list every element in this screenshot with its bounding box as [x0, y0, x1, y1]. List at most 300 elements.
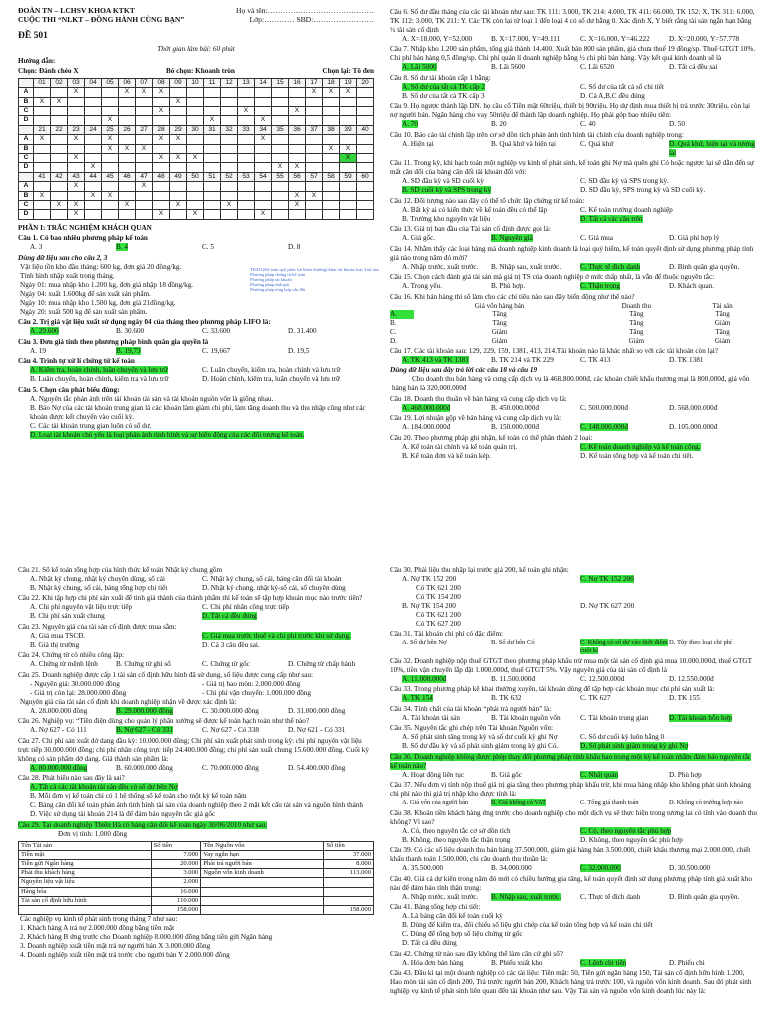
grid-cell[interactable]: X	[170, 97, 187, 106]
grid-cell[interactable]	[357, 210, 374, 219]
grid-cell[interactable]	[272, 135, 289, 144]
grid-cell[interactable]	[306, 182, 323, 191]
grid-cell[interactable]	[272, 210, 289, 219]
option[interactable]: D. Tất cả đều đúng	[402, 939, 457, 948]
grid-cell[interactable]: X	[340, 153, 357, 162]
grid-cell[interactable]: X	[153, 107, 170, 116]
option[interactable]: D. Phù hợp	[669, 770, 702, 779]
grid-cell[interactable]	[51, 144, 68, 153]
grid-cell[interactable]: X	[272, 163, 289, 172]
grid-cell[interactable]	[221, 182, 238, 191]
grid-cell[interactable]	[102, 210, 119, 219]
grid-cell[interactable]	[306, 200, 323, 209]
option[interactable]: D. Tất cả các câu trên	[580, 214, 643, 223]
grid-cell[interactable]	[357, 182, 374, 191]
option[interactable]: D. 31.000.000 đồng	[288, 706, 346, 715]
option[interactable]: B. Lãi 5600	[491, 63, 526, 71]
grid-cell[interactable]	[204, 210, 221, 219]
grid-cell[interactable]	[255, 88, 272, 97]
grid-cell[interactable]	[221, 210, 238, 219]
option[interactable]: D. 105.000.000đ	[669, 423, 718, 432]
grid-cell[interactable]	[68, 97, 85, 106]
grid-cell[interactable]	[68, 163, 85, 172]
option[interactable]: A. Hóa đơn bán hàng	[402, 958, 464, 967]
grid-cell[interactable]	[272, 191, 289, 200]
option[interactable]: C. Giá mua trước thuế và chi phí trước khi sử dụng.	[202, 631, 351, 640]
option[interactable]: C. Nợ 627 - Có 338	[202, 726, 259, 734]
option[interactable]: C. Luân chuyển, kiểm tra, hoàn chỉnh và lưu trữ	[202, 366, 341, 375]
grid-cell[interactable]	[34, 144, 51, 153]
option[interactable]: D. Quá khứ, hiện tại và tương lai	[669, 139, 755, 157]
option[interactable]: B. Bảo Nợ của các tài khoản trung gian là các khoản làm giảm chi phí, làm tăng doanh thu và thu nhập cũng như các khoản được kết chuyển vào cuối kỳ.	[30, 403, 366, 421]
option[interactable]: C. Kế toán doanh nghiệp và kế toán công.	[580, 442, 701, 451]
grid-cell[interactable]	[153, 191, 170, 200]
grid-cell[interactable]	[306, 144, 323, 153]
option[interactable]: C. TK 413	[580, 355, 611, 364]
option[interactable]: D. Bình quân gia quyền.	[669, 262, 740, 271]
grid-cell[interactable]: X	[289, 200, 306, 209]
option[interactable]: C. Quá khứ	[580, 139, 614, 148]
option[interactable]: A. Hiện tại	[402, 139, 434, 148]
grid-cell[interactable]	[340, 200, 357, 209]
option[interactable]: C. Dùng để tổng hợp số liệu chứng từ gốc	[402, 930, 523, 939]
grid-cell[interactable]	[255, 191, 272, 200]
option[interactable]: D. 568.000.000đ	[669, 403, 718, 412]
grid-cell[interactable]	[357, 97, 374, 106]
option[interactable]: A. Nguyên tắc phản ánh trên tài khoản tài sản và tài khoản nguồn vốn là giống nhau.	[30, 394, 274, 403]
grid-cell[interactable]	[289, 182, 306, 191]
grid-cell[interactable]	[34, 163, 51, 172]
option[interactable]: B. Số dư bên Có	[491, 639, 535, 646]
grid-cell[interactable]: X	[34, 135, 51, 144]
grid-cell[interactable]	[238, 153, 255, 162]
grid-cell[interactable]	[255, 97, 272, 106]
option[interactable]: C. Lãi 6520	[580, 63, 615, 71]
option[interactable]: C. Nhật ký chung, sổ cái, bảng cân đối tài khoản	[202, 574, 342, 583]
grid-cell[interactable]	[221, 97, 238, 106]
option[interactable]: C. Số dư cuối kỳ luôn bằng 0	[580, 733, 665, 742]
option[interactable]: D. Tùy theo loại chi phí	[669, 639, 732, 646]
grid-cell[interactable]	[102, 88, 119, 97]
option[interactable]: A. Nhập trước, xuất trước.	[402, 892, 479, 901]
option[interactable]: D. Việc sử dụng tài khoản 214 là để đảm bảo nguyên tắc giá gốc	[30, 810, 216, 818]
grid-cell[interactable]	[255, 153, 272, 162]
grid-cell[interactable]	[136, 153, 153, 162]
option[interactable]: A. Tài khoản tài sản	[402, 713, 460, 722]
option[interactable]: A. Tất cả các tài khoản tài sản đều có số dư bên Nợ	[30, 783, 178, 791]
grid-cell[interactable]: X	[102, 144, 119, 153]
grid-cell[interactable]	[51, 88, 68, 97]
grid-cell[interactable]	[323, 191, 340, 200]
option[interactable]: B. Chi phí sản xuất chung	[30, 612, 105, 620]
grid-cell[interactable]	[306, 163, 323, 172]
option[interactable]: D. 12.550.000đ	[669, 674, 714, 683]
grid-cell[interactable]: X	[187, 210, 204, 219]
option[interactable]: A. Kiểm tra, hoàn chỉnh, luân chuyển và lưu trữ	[30, 366, 168, 375]
option[interactable]: D. Nợ 621 - Có 331	[288, 726, 346, 734]
grid-cell[interactable]	[289, 153, 306, 162]
grid-cell[interactable]	[187, 107, 204, 116]
grid-cell[interactable]	[323, 97, 340, 106]
option[interactable]: C. X=16.000, Y=46.222	[580, 34, 650, 43]
grid-cell[interactable]	[85, 135, 102, 144]
option[interactable]: A. Chứng từ mệnh lệnh	[30, 660, 98, 668]
option[interactable]: C. 12.500.000đ	[580, 674, 625, 683]
grid-cell[interactable]: X	[85, 191, 102, 200]
option[interactable]: A. 3	[30, 243, 43, 252]
grid-cell[interactable]: X	[323, 144, 340, 153]
grid-cell[interactable]: X	[34, 97, 51, 106]
grid-cell[interactable]	[357, 135, 374, 144]
option[interactable]: B. Giá thị trường	[30, 640, 80, 649]
grid-cell[interactable]	[119, 135, 136, 144]
grid-cell[interactable]	[170, 88, 187, 97]
grid-cell[interactable]: X	[119, 200, 136, 209]
grid-cell[interactable]	[204, 200, 221, 209]
option[interactable]: D. Giá phí hợp lý	[669, 234, 720, 242]
option[interactable]: B. Quá khứ và hiện tại	[491, 139, 556, 148]
grid-cell[interactable]	[306, 210, 323, 219]
option[interactable]: D. Cả A,B,C đều đúng	[580, 91, 645, 100]
grid-cell[interactable]	[289, 210, 306, 219]
option[interactable]: B. 11.500.000đ	[491, 674, 536, 683]
grid-cell[interactable]: X	[102, 191, 119, 200]
option[interactable]: A. 35.500.000	[402, 864, 444, 873]
option[interactable]: B. 4	[116, 243, 128, 252]
grid-cell[interactable]: X	[306, 191, 323, 200]
option[interactable]: A. 184.000.000đ	[402, 423, 451, 432]
option[interactable]: D. TK 1381	[669, 355, 704, 364]
grid-cell[interactable]: X	[187, 153, 204, 162]
grid-cell[interactable]: X	[306, 88, 323, 97]
option[interactable]: B. Giá không có VAT	[491, 799, 546, 807]
grid-cell[interactable]	[136, 116, 153, 125]
grid-cell[interactable]: X	[153, 88, 170, 97]
grid-cell[interactable]	[357, 153, 374, 162]
grid-cell[interactable]	[238, 135, 255, 144]
grid-cell[interactable]	[34, 116, 51, 125]
grid-cell[interactable]	[289, 116, 306, 125]
grid-cell[interactable]: X	[68, 153, 85, 162]
grid-cell[interactable]	[306, 107, 323, 116]
option[interactable]: C. 70.000.000 đồng	[202, 763, 259, 772]
grid-cell[interactable]	[238, 116, 255, 125]
option[interactable]: D. Chứng từ chấp hành	[288, 660, 356, 668]
grid-cell[interactable]	[255, 107, 272, 116]
grid-cell[interactable]	[272, 200, 289, 209]
grid-cell[interactable]	[85, 88, 102, 97]
option[interactable]: A. Lãi 5000	[402, 63, 437, 71]
option[interactable]: A. SD đầu kỳ và SD cuối kỳ	[402, 177, 484, 185]
option[interactable]: B. Nhập sau, xuất trước.	[491, 262, 562, 271]
option[interactable]: A. 80.000.000 đồng	[30, 763, 88, 772]
grid-cell[interactable]	[357, 200, 374, 209]
option[interactable]: B. Phù hợp.	[491, 282, 526, 290]
grid-cell[interactable]	[68, 107, 85, 116]
option[interactable]: D. 31.400	[288, 327, 317, 336]
option[interactable]: B. Chứng từ ghi sổ	[116, 660, 171, 668]
grid-cell[interactable]	[238, 182, 255, 191]
option[interactable]: A. Trọng yếu.	[402, 282, 442, 290]
grid-cell[interactable]	[119, 153, 136, 162]
option[interactable]: C. Lệnh chi tiền	[580, 958, 627, 967]
option[interactable]: A. Có, theo nguyên tắc cơ sở dồn tích	[402, 826, 511, 835]
grid-cell[interactable]: X	[170, 200, 187, 209]
option[interactable]: A. Số dư bên Nợ	[402, 639, 447, 646]
grid-cell[interactable]	[136, 200, 153, 209]
grid-cell[interactable]	[238, 88, 255, 97]
option[interactable]: C. Tài khoản trung gian	[580, 713, 649, 722]
grid-cell[interactable]	[323, 153, 340, 162]
grid-cell[interactable]	[221, 88, 238, 97]
grid-cell[interactable]	[85, 200, 102, 209]
option[interactable]: C. Nhất quán	[580, 770, 619, 779]
option[interactable]: C. Nợ TK 152 200	[580, 574, 634, 583]
grid-cell[interactable]	[204, 191, 221, 200]
grid-cell[interactable]	[153, 200, 170, 209]
grid-cell[interactable]: X	[85, 163, 102, 172]
option[interactable]: A. Giá gốc.	[402, 234, 436, 242]
grid-cell[interactable]	[340, 210, 357, 219]
option[interactable]: D. Khách quan.	[669, 282, 715, 290]
grid-cell[interactable]: X	[34, 191, 51, 200]
grid-cell[interactable]	[187, 97, 204, 106]
grid-cell[interactable]	[238, 163, 255, 172]
option[interactable]: C. Thận trọng	[580, 282, 620, 290]
option[interactable]: B. Luân chuyển, hoàn chỉnh, kiểm tra và lưu trữ	[30, 375, 169, 384]
grid-cell[interactable]	[187, 116, 204, 125]
option[interactable]: D. Không có trường hợp nào	[669, 799, 743, 807]
grid-cell[interactable]	[119, 191, 136, 200]
option[interactable]: B. Nguyên giá	[491, 234, 533, 242]
grid-cell[interactable]	[51, 210, 68, 219]
grid-cell[interactable]	[51, 191, 68, 200]
option[interactable]: C. 40	[580, 120, 596, 128]
grid-cell[interactable]	[102, 153, 119, 162]
grid-cell[interactable]	[204, 88, 221, 97]
grid-cell[interactable]: X	[153, 135, 170, 144]
grid-cell[interactable]	[357, 144, 374, 153]
option[interactable]: A. Nợ TK 152 200	[402, 574, 457, 583]
grid-cell[interactable]	[204, 153, 221, 162]
option[interactable]: C. Giá mua	[580, 234, 613, 242]
grid-cell[interactable]	[204, 135, 221, 144]
grid-cell[interactable]	[136, 163, 153, 172]
grid-cell[interactable]	[51, 163, 68, 172]
option[interactable]: D. Kế toán tổng hợp và kế toán chi tiết.	[580, 451, 694, 460]
option[interactable]: C. 19,667	[202, 346, 231, 355]
option[interactable]: D. 54.400.000 đồng	[288, 763, 346, 772]
grid-cell[interactable]	[323, 107, 340, 116]
grid-cell[interactable]	[323, 210, 340, 219]
option[interactable]: A. Giá vốn của người bán	[402, 799, 469, 807]
option[interactable]: D. X=20.000, Y=57.778	[669, 34, 740, 43]
option[interactable]: D. Hoàn chỉnh, kiểm tra, luân chuyển và lưu trữ	[202, 375, 340, 384]
grid-cell[interactable]	[187, 200, 204, 209]
option[interactable]: C. Chi phí nhân công trực tiếp	[202, 603, 290, 611]
option[interactable]: A. TK 413 và TK 1381	[402, 355, 469, 364]
grid-cell[interactable]	[340, 116, 357, 125]
option[interactable]: D. Nợ TK 627 200	[580, 601, 635, 610]
grid-cell[interactable]: X	[153, 210, 170, 219]
grid-cell[interactable]	[238, 210, 255, 219]
option[interactable]: C. Tổng giá thanh toán	[580, 799, 639, 807]
option[interactable]: D. 50	[669, 120, 685, 128]
grid-cell[interactable]	[170, 182, 187, 191]
option[interactable]: C. 30.000.000 đồng	[202, 706, 259, 715]
grid-cell[interactable]	[153, 144, 170, 153]
option[interactable]: B. Phiếu xuất kho	[491, 958, 543, 967]
grid-cell[interactable]	[255, 182, 272, 191]
option[interactable]: B. 19,73	[116, 346, 141, 355]
grid-cell[interactable]: X	[51, 200, 68, 209]
grid-cell[interactable]	[85, 153, 102, 162]
option[interactable]: B. X=17.000, Y=49.111	[491, 34, 561, 43]
grid-cell[interactable]	[357, 116, 374, 125]
grid-cell[interactable]	[51, 107, 68, 116]
grid-cell[interactable]	[272, 153, 289, 162]
grid-cell[interactable]	[238, 191, 255, 200]
grid-cell[interactable]	[51, 116, 68, 125]
grid-cell[interactable]	[340, 163, 357, 172]
grid-cell[interactable]	[187, 88, 204, 97]
grid-cell[interactable]: X	[238, 107, 255, 116]
grid-cell[interactable]	[204, 144, 221, 153]
grid-cell[interactable]	[119, 163, 136, 172]
grid-cell[interactable]	[306, 135, 323, 144]
option[interactable]: B. Nợ 627 - Có 331	[116, 726, 173, 734]
grid-cell[interactable]	[204, 107, 221, 116]
grid-cell[interactable]	[170, 144, 187, 153]
grid-cell[interactable]: X	[170, 153, 187, 162]
grid-cell[interactable]	[51, 153, 68, 162]
grid-cell[interactable]	[102, 182, 119, 191]
option[interactable]: C. 500.000.000đ	[580, 403, 628, 412]
grid-cell[interactable]	[221, 163, 238, 172]
grid-cell[interactable]	[306, 97, 323, 106]
grid-cell[interactable]	[221, 144, 238, 153]
option[interactable]: B. Nhập sau, xuất trước.	[491, 892, 562, 901]
option[interactable]: C. Thực tế đích danh	[580, 262, 641, 271]
option[interactable]: C. Không có số dư vào thời điểm cuối kì	[580, 639, 668, 655]
option[interactable]: B. 34.000.000	[491, 864, 532, 873]
option[interactable]: C. SD đầu kỳ và SPS trong kỳ.	[580, 177, 669, 185]
grid-cell[interactable]	[85, 107, 102, 116]
grid-cell[interactable]: X	[136, 144, 153, 153]
grid-cell[interactable]	[255, 144, 272, 153]
grid-cell[interactable]	[119, 107, 136, 116]
option[interactable]: C. Bảng cân đối kế toán phản ánh tình hình tài sản của doanh nghiệp theo 2 mặt kết cấu tài sản và nguồn hình thành	[30, 801, 363, 809]
grid-cell[interactable]	[170, 191, 187, 200]
grid-cell[interactable]	[136, 97, 153, 106]
option[interactable]: C. 5	[202, 243, 214, 252]
grid-cell[interactable]: X	[136, 182, 153, 191]
option[interactable]: A. Bất kỳ ai có kiến thức về kế toán đều có thể lập	[402, 205, 548, 214]
option[interactable]: D. Bình quân gia quyền.	[669, 892, 740, 901]
grid-cell[interactable]	[221, 116, 238, 125]
option[interactable]: B. TK 214 và TK 229	[491, 355, 554, 364]
option[interactable]: B. Số dư của tất cả TK cấp 3	[402, 91, 485, 100]
grid-cell[interactable]	[289, 88, 306, 97]
grid-cell[interactable]	[340, 182, 357, 191]
grid-cell[interactable]	[323, 200, 340, 209]
grid-cell[interactable]	[34, 88, 51, 97]
option[interactable]: D. Tất cả đều đúng	[202, 612, 257, 620]
grid-cell[interactable]	[357, 191, 374, 200]
option[interactable]: B. 30.600	[116, 327, 145, 336]
option[interactable]: A. Nhật ký chung, nhật ký chuyên dùng, sổ cái	[30, 574, 165, 583]
option[interactable]: A. Nhập trước, xuất trước.	[402, 262, 479, 271]
grid-cell[interactable]: X	[102, 135, 119, 144]
grid-cell[interactable]	[170, 163, 187, 172]
grid-cell[interactable]	[85, 144, 102, 153]
option[interactable]: D. 8	[288, 243, 301, 252]
grid-cell[interactable]	[187, 191, 204, 200]
option[interactable]: B. Nhật ký chung, sổ cái, bảng tổng hợp chi tiết	[30, 583, 168, 592]
option[interactable]: D. Loại tài khoản chủ yếu là loại phản ánh tình hình và sự biến động của các đối tượng kế toán.	[30, 430, 305, 439]
grid-cell[interactable]: X	[289, 107, 306, 116]
grid-cell[interactable]	[272, 97, 289, 106]
grid-cell[interactable]	[51, 135, 68, 144]
grid-cell[interactable]: X	[153, 153, 170, 162]
grid-cell[interactable]: X	[68, 210, 85, 219]
grid-cell[interactable]	[272, 116, 289, 125]
option[interactable]: A. X=18.000, Y=52.000	[402, 34, 473, 43]
grid-cell[interactable]	[357, 107, 374, 116]
grid-cell[interactable]	[136, 191, 153, 200]
grid-cell[interactable]	[204, 97, 221, 106]
grid-cell[interactable]: X	[289, 163, 306, 172]
option[interactable]: B. Số dư đầu kỳ và số phát sinh giảm trong kỳ ghi Có.	[402, 742, 559, 751]
grid-cell[interactable]	[221, 135, 238, 144]
option[interactable]: A. Hoạt động liên tục	[402, 770, 465, 779]
option[interactable]: B. 60.000.000 đồng	[116, 763, 173, 772]
grid-cell[interactable]	[221, 153, 238, 162]
option[interactable]: A. 70	[402, 120, 418, 128]
option[interactable]: A. Giá mua TSCĐ.	[30, 631, 86, 640]
grid-cell[interactable]	[323, 135, 340, 144]
grid-cell[interactable]	[119, 116, 136, 125]
option[interactable]: A. 29.600	[30, 327, 59, 336]
option[interactable]: B. Giá gốc	[491, 770, 522, 779]
option[interactable]: B. Kế toán đơn và kế toán kép.	[402, 451, 492, 460]
grid-cell[interactable]	[306, 153, 323, 162]
option[interactable]: A. 468.000.000đ	[402, 403, 451, 412]
option[interactable]: C. Thực tế đích danh	[580, 892, 641, 901]
option[interactable]: A. Số dư của tất cả TK cấp 2	[402, 82, 485, 91]
grid-cell[interactable]: X	[170, 135, 187, 144]
grid-cell[interactable]	[170, 116, 187, 125]
grid-cell[interactable]: X	[340, 88, 357, 97]
grid-cell[interactable]: X	[255, 135, 272, 144]
option[interactable]: C. Có, theo nguyên tắc phù hợp	[580, 826, 672, 835]
grid-cell[interactable]	[187, 163, 204, 172]
grid-cell[interactable]	[357, 88, 374, 97]
option[interactable]: B. Tài khoản nguồn vốn	[491, 713, 561, 722]
grid-cell[interactable]	[68, 116, 85, 125]
option[interactable]: C. Chứng từ gốc	[202, 660, 250, 668]
grid-cell[interactable]	[136, 210, 153, 219]
option[interactable]: D. Tài khoản hỗn hợp	[669, 713, 732, 722]
grid-cell[interactable]	[340, 191, 357, 200]
option[interactable]: A. Kế toán tài chính và kế toán quản trị.	[402, 442, 518, 451]
grid-cell[interactable]: X	[323, 88, 340, 97]
grid-cell[interactable]	[102, 200, 119, 209]
option[interactable]: A. 19	[30, 346, 46, 355]
grid-cell[interactable]	[136, 107, 153, 116]
grid-cell[interactable]	[357, 163, 374, 172]
grid-cell[interactable]	[153, 182, 170, 191]
